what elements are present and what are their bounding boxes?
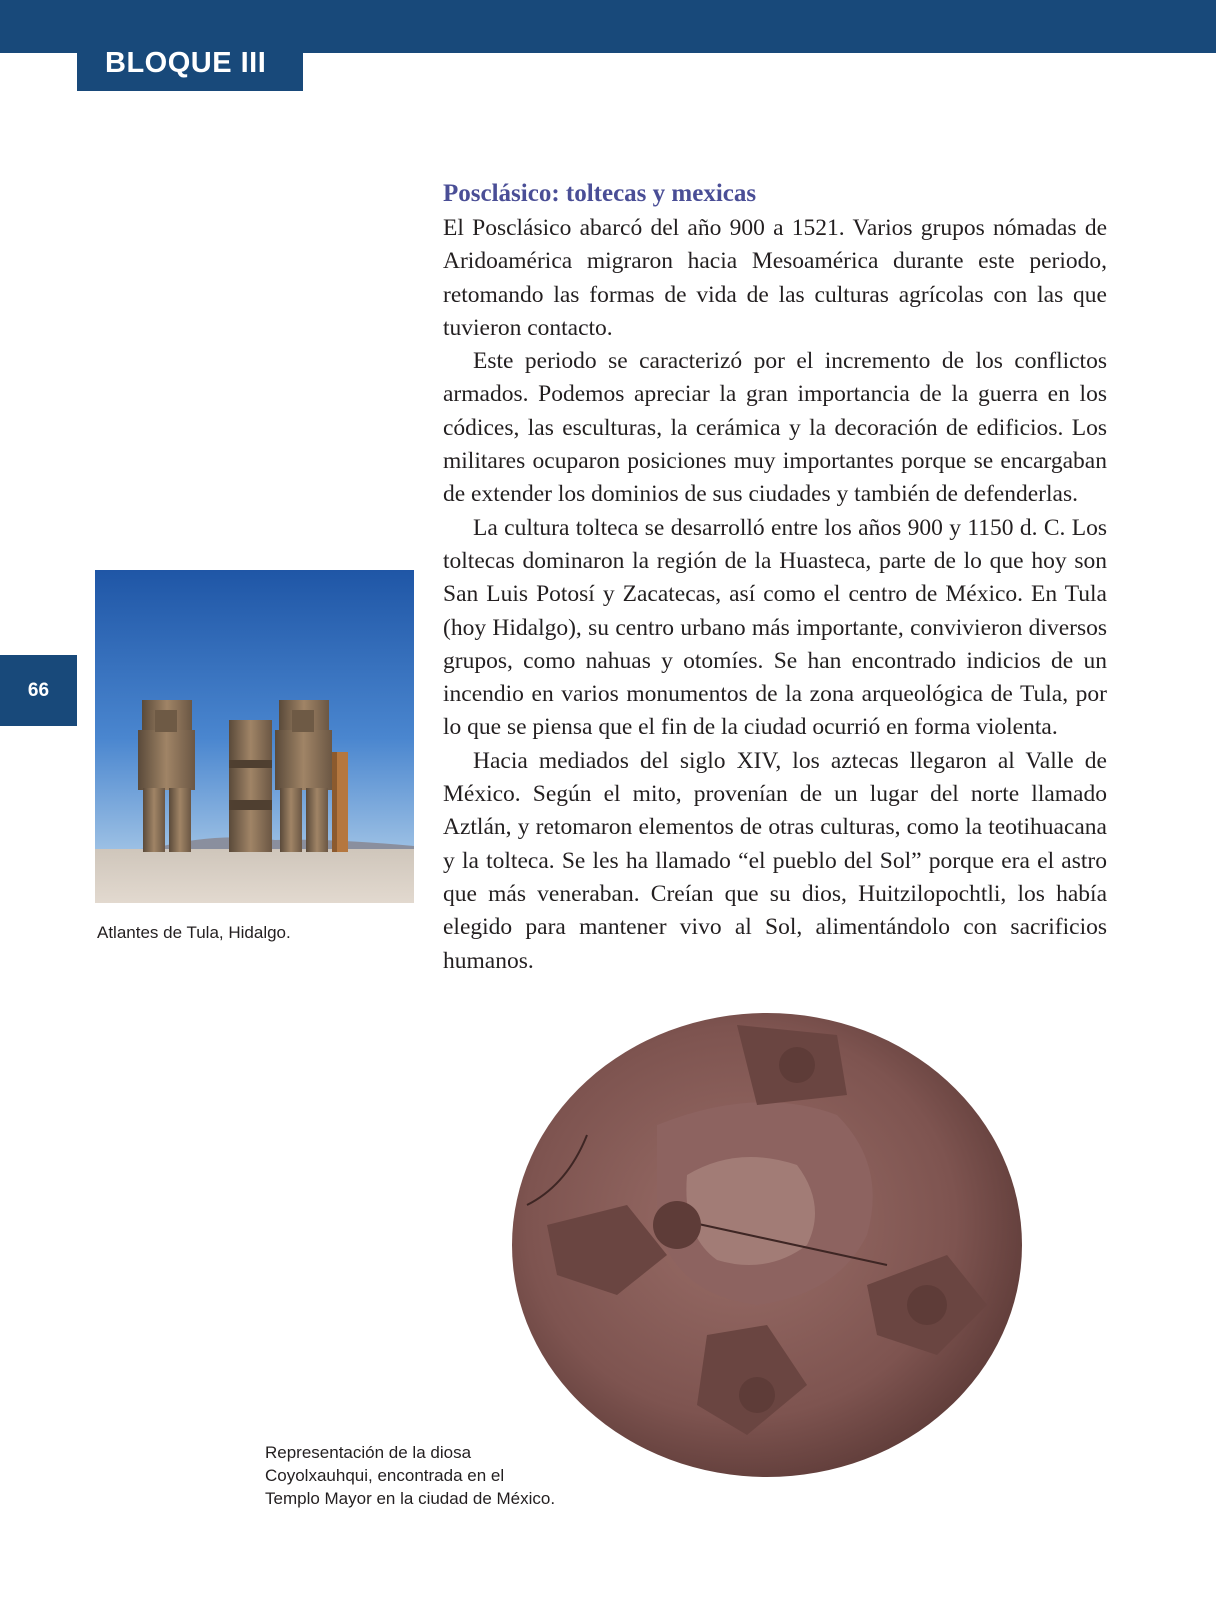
bloque-label: BLOQUE III: [77, 36, 303, 91]
article-body: [443, 176, 1107, 978]
atlantes-caption: Atlantes de Tula, Hidalgo.: [97, 923, 291, 942]
coyolxauhqui-photo: [507, 1005, 1027, 1480]
paragraph: El Posclásico abarcó del año 900 a 1521. Varios grupos nómadas de Aridoamérica migraron hacia Mesoamérica durante este periodo, retomando las formas de vida de las culturas agrícolas con las que tuvieron contacto.: [443, 215, 1107, 341]
section-title: Posclásico: toltecas y mexicas: [443, 180, 757, 207]
atlantes-photo: [95, 570, 414, 903]
page-number: 66: [0, 655, 77, 726]
paragraph: La cultura tolteca se desarrolló entre los años 900 y 1150 d. C. Los toltecas dominaron la región de la Huasteca, parte de lo que hoy son San Luis Potosí y Zacatecas, así como el centro de México. En Tula (hoy Hidalgo), su centro urbano más importante, convivieron diversos grupos, como nahuas y otomíes. Se han encontrado indicios de un incendio en varios monumentos de la zona arqueológica de Tula, por lo que se piensa que el fin de la ciudad ocurrió en forma violenta.: [443, 514, 1107, 741]
paragraph: Este periodo se caracterizó por el incremento de los conflictos armados. Podemos apreciar la gran importancia de la guerra en los códices, las esculturas, la cerámica y la decoración de edificios. Los militares ocuparon posiciones muy importantes porque se encargaban de extender los dominios de sus ciudades y también de defenderlas.: [443, 348, 1107, 508]
paragraph: Hacia mediados del siglo XIV, los aztecas llegaron al Valle de México. Según el mito, provenían de un lugar del norte llamado Aztlán, y retomaron elementos de otras culturas, como la teotihuacana y la tolteca. Se les ha llamado “el pueblo del Sol” porque era el astro que más veneraban. Creían que su dios, Huitzilopochtli, los había elegido para mantener vivo al Sol, alimentándolo con sacrificios humanos.: [443, 747, 1107, 974]
coyolxauhqui-caption: Representación de la diosa Coyolxauhqui, encontrada en el Templo Mayor en la ciudad de México.: [265, 1443, 556, 1508]
